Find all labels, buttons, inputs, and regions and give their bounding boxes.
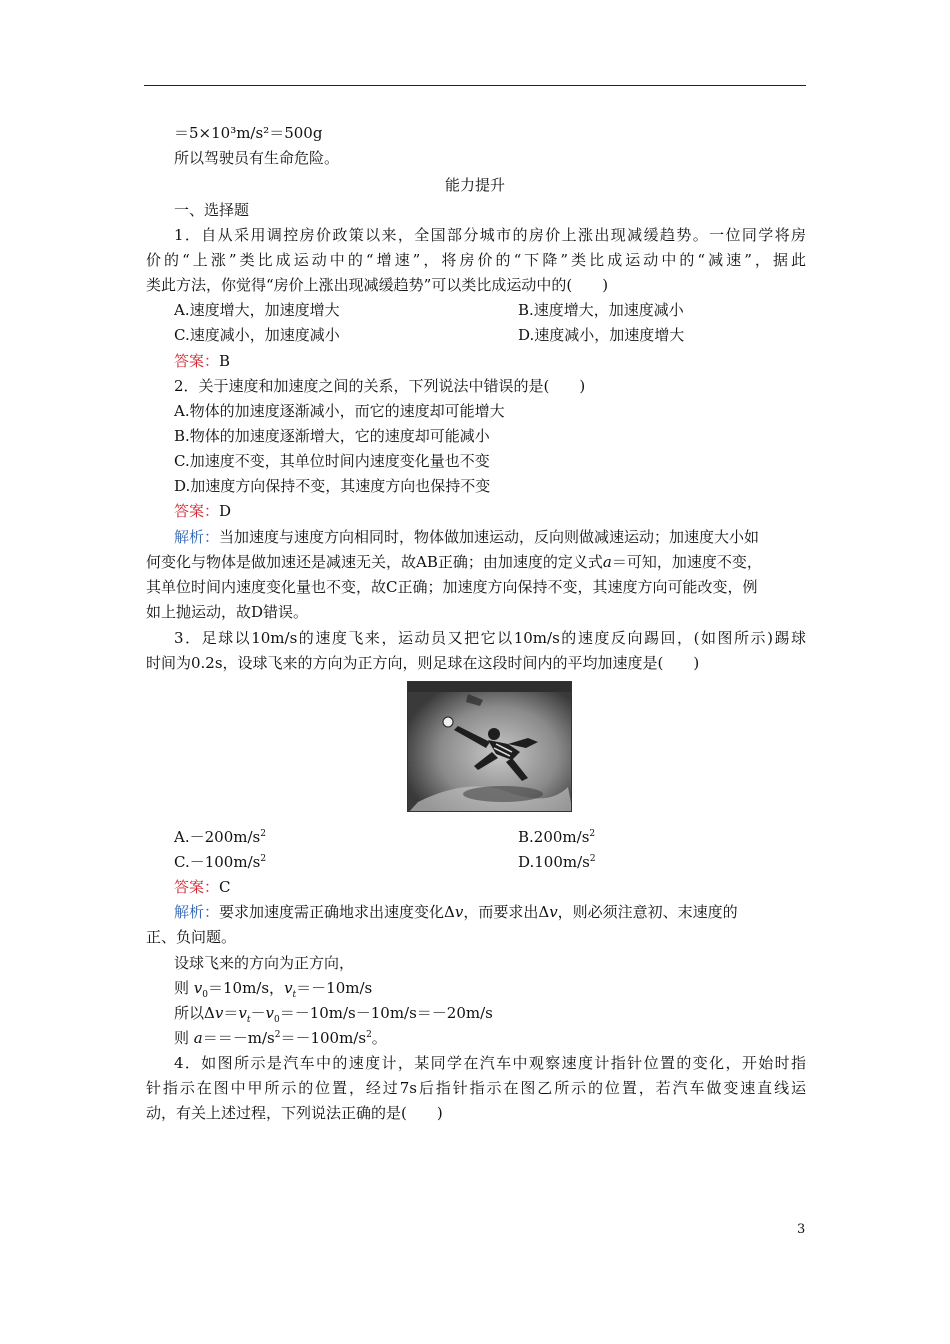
q1-option-d: D.速度减小，加速度增大 <box>518 326 685 344</box>
q4-stem-line-1: 4．如图所示是汽车中的速度计，某同学在汽车中观察速度计指针位置的变化，开始时指 <box>174 1054 806 1072</box>
q2-stem: 2．关于速度和加速度之间的关系，下列说法中错误的是( ) <box>174 377 586 395</box>
analysis-text: 何变化与物体是做加速还是减速无关，故AB正确；由加速度的定义式 <box>146 553 603 571</box>
step-text: ＝－100m/s <box>280 1029 367 1047</box>
exponent: 2 <box>589 829 596 839</box>
step-text: 所以Δ <box>174 1004 215 1022</box>
step-text: 则 <box>174 1029 194 1047</box>
q2-analysis-line-4: 如上抛运动，故D错误。 <box>146 603 309 621</box>
exponent: 2 <box>366 1030 372 1040</box>
analysis-text: 要求加速度需正确地求出速度变化Δ <box>219 903 455 921</box>
acceleration-symbol: a <box>193 1029 203 1047</box>
option-text: A.－200m/s <box>174 828 261 846</box>
q3-option-d <box>518 850 806 875</box>
q2-option-c: C.加速度不变，其单位时间内速度变化量也不变 <box>174 452 490 470</box>
q1-stem-line-2: 价的“上涨”类比成运动中的“增速”，将房价的“下降”类比成运动中的“减速”，据此 <box>146 251 806 269</box>
analysis-text: ＝可知，加速度不变， <box>611 553 762 571</box>
q1-stem-line-3: 类此方法，你觉得“房价上涨出现减缓趋势”可以类比成运动中的( ) <box>146 276 609 294</box>
step-text: － <box>250 1004 266 1022</box>
subsection-title: 一、选择题 <box>174 201 250 219</box>
q1-option-b: B.速度增大，加速度减小 <box>518 301 684 319</box>
football-player-illustration <box>408 682 572 812</box>
step-text: ＝－10m/s <box>296 979 373 997</box>
ball-icon <box>443 717 453 727</box>
q3-answer <box>174 875 806 900</box>
step-text: 。 <box>371 1029 387 1047</box>
answer-label: 答案： <box>174 352 220 370</box>
answer-label: 答案： <box>174 502 220 520</box>
velocity-symbol: v <box>549 903 558 921</box>
final-velocity-symbol: v <box>238 1004 247 1022</box>
option-text: C.－100m/s <box>174 853 261 871</box>
analysis-label: 解析： <box>174 528 220 546</box>
velocity-symbol: v <box>214 1004 224 1022</box>
q3-step-4 <box>174 1026 806 1051</box>
q2-option-d: D.加速度方向保持不变，其速度方向也保持不变 <box>174 477 491 495</box>
option-text: D.100m/s <box>518 853 590 871</box>
analysis-variable: a <box>602 553 612 571</box>
q2-analysis-line-2 <box>146 550 806 575</box>
answer-value: B <box>219 352 231 370</box>
option-text: B.200m/s <box>518 828 590 846</box>
q2-analysis-line-1 <box>174 525 806 550</box>
page-number: 3 <box>797 1222 806 1237</box>
q3-step-3: 所以$\Delta v=v_t-v_0=-10m/s-10m/s=-20m/s$ <box>174 1004 493 1025</box>
section-title: 能力提升 <box>444 176 505 194</box>
q1-option-c: C.速度减小，加速度减小 <box>174 326 340 344</box>
q2-option-a: A.物体的加速度逐渐减小，而它的速度却可能增大 <box>174 402 505 420</box>
initial-velocity-symbol: v <box>193 979 203 997</box>
conclusion-line: 所以驾驶员有生命危险。 <box>174 149 340 167</box>
q2-option-b: B.物体的加速度逐渐增大，它的速度却可能减小 <box>174 427 490 445</box>
final-velocity-symbol: v <box>284 979 293 997</box>
q3-step-1: 设球飞来的方向为正方向， <box>174 954 355 972</box>
formula-line: ＝5×10³m/s²＝500g <box>174 124 323 142</box>
football-player-photo <box>407 681 572 812</box>
header-rule <box>144 85 806 86</box>
exponent: 2 <box>589 854 596 864</box>
initial-velocity-symbol: v <box>265 1004 274 1022</box>
q1-answer <box>174 349 806 374</box>
q4-stem-line-3: 动，有关上述过程，下列说法正确的是( ) <box>146 1104 443 1122</box>
answer-value: C <box>219 878 231 896</box>
q1-stem-line-1: 1．自从采用调控房价政策以来，全国部分城市的房价上涨出现减缓趋势。一位同学将房 <box>174 226 806 244</box>
q2-analysis-line-3: 其单位时间内速度变化量也不变，故C正确；加速度方向保持不变，其速度方向可能改变，例 <box>146 578 758 596</box>
velocity-symbol: v <box>454 903 464 921</box>
q3-stem-line-1: 3．足球以10m/s的速度飞来，运动员又把它以10m/s的速度反向踢回，(如图所示)踢球 <box>174 629 806 647</box>
answer-label: 答案： <box>174 878 220 896</box>
exponent: 2 <box>260 854 267 864</box>
exponent: 2 <box>260 829 266 839</box>
q3-step-2: 则 $v_0=10m/s$，$v_t=-10m/s$ <box>174 979 373 1000</box>
analysis-text: ，则必须注意初、末速度的 <box>557 903 738 921</box>
answer-value: D <box>219 502 232 520</box>
q3-stem-line-2: 时间为0.2s，设球飞来的方向为正方向，则足球在这段时间内的平均加速度是( ) <box>146 654 700 672</box>
step-text: ＝10m/s， <box>208 979 285 997</box>
step-text: 则 <box>174 979 194 997</box>
step-text: ＝－10m/s－10m/s＝－20m/s <box>279 1004 493 1022</box>
q3-analysis-line-2: 正、负问题。 <box>146 928 237 946</box>
q4-stem-line-2: 针指示在图中甲所示的位置，经过7s后指针指示在图乙所示的位置，若汽车做变速直线运 <box>146 1079 806 1097</box>
q3-analysis-line-1 <box>174 900 806 925</box>
step-text: ＝＝－m/s <box>202 1029 275 1047</box>
q2-answer <box>174 499 806 524</box>
exponent: 2 <box>274 1030 281 1040</box>
analysis-label: 解析： <box>174 903 220 921</box>
analysis-text: ，而要求出Δ <box>463 903 550 921</box>
q1-option-a: A.速度增大，加速度增大 <box>174 301 340 319</box>
analysis-text: 当加速度与速度方向相同时，物体做加速运动，反向则做减速运动；加速度大小如 <box>219 528 760 546</box>
q3-option-b <box>518 825 806 850</box>
